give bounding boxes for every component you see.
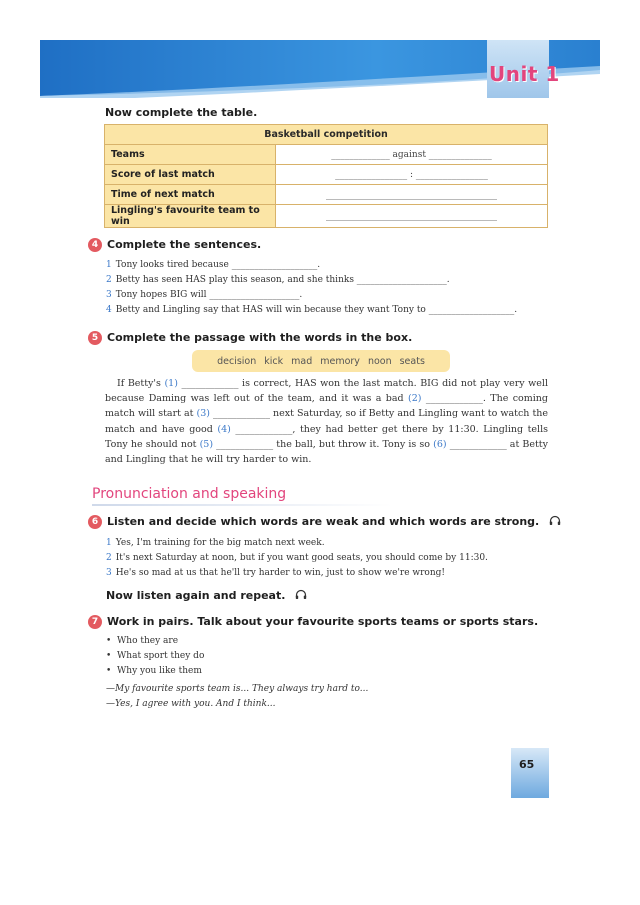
row-blank[interactable]: ______________________________________: [276, 205, 548, 228]
row-blank[interactable]: ______________________________________: [276, 185, 548, 205]
word: kick: [264, 355, 284, 367]
row-blank[interactable]: ________________ : ________________: [276, 165, 548, 185]
table-row: [105, 185, 548, 205]
exercise-number-badge: 7: [88, 615, 102, 629]
bullet-item: • Why you like them: [106, 666, 202, 676]
listen-again-instruction: Now listen again and repeat.: [106, 589, 307, 603]
unit-label: Unit 1: [489, 62, 560, 86]
table-row: [105, 145, 548, 165]
page-number-tab: [511, 748, 549, 798]
word: seats: [399, 355, 425, 367]
row-label: Lingling's favourite team to win: [105, 205, 276, 228]
row-blank[interactable]: _____________ against ______________: [276, 145, 548, 165]
section-divider: [92, 504, 392, 506]
row-label: Time of next match: [105, 185, 276, 205]
word: decision: [217, 355, 257, 367]
exercise-5-heading: [88, 331, 412, 345]
exercise-4-heading: [88, 238, 261, 252]
row-label: Score of last match: [105, 165, 276, 185]
exercise-number-badge: 4: [88, 238, 102, 252]
list-item: 1 Tony looks tired because ___________________.: [106, 260, 321, 270]
exercise-title: Complete the passage with the words in the box.: [107, 331, 413, 344]
exercise-number-badge: 5: [88, 331, 102, 345]
section-title: Pronunciation and speaking: [92, 486, 287, 502]
word-box: [192, 350, 450, 372]
exercise-title: Complete the sentences.: [107, 238, 262, 251]
list-item: 1 Yes, I'm training for the big match next week.: [106, 538, 325, 548]
exercise-number-badge: 6: [88, 515, 102, 529]
table-row: [105, 165, 548, 185]
list-item: 4 Betty and Lingling say that HAS will win because they want Tony to ___________________.: [106, 305, 518, 315]
table-instruction: Now complete the table.: [105, 106, 258, 119]
list-item: 3 He's so mad at us that he'll try harder to win, just to show we're wrong!: [106, 568, 446, 578]
bullet-item: • What sport they do: [106, 651, 205, 661]
exercise-6-heading: [88, 515, 561, 529]
row-label: Teams: [105, 145, 276, 165]
word: memory: [320, 355, 360, 367]
exercise-title: Listen and decide which words are weak and which words are strong.: [107, 515, 540, 528]
table-title: Basketball competition: [105, 125, 548, 145]
table-row: [105, 205, 548, 228]
exercise-7-heading: [88, 615, 538, 629]
competition-table: [104, 124, 548, 228]
list-item: 2 Betty has seen HAS play this season, and she thinks ____________________.: [106, 275, 450, 285]
dialog-line: —Yes, I agree with you. And I think...: [106, 699, 276, 709]
dialog-line: —My favourite sports team is... They always try hard to...: [106, 684, 369, 694]
passage: If Betty's (1) ____________ is correct, HAS won the last match. BIG did not play very well because Daming was left out of the team, and it was a bad (2) ____________. The coming match will start at (3) ____________ next Saturday, so if Betty and Lingling want to watch the match and have good (4) ____________, they had better get there by 11:30. Lingling tells Tony he should not (5) ____________ the ball, but throw it. Tony is so (6) ____________ at Betty and Lingling that he will try harder to win.: [105, 378, 549, 466]
headphones-icon[interactable]: [549, 515, 561, 529]
list-item: 3 Tony hopes BIG will ____________________.: [106, 290, 303, 300]
word: noon: [367, 355, 392, 367]
headphones-icon[interactable]: [295, 589, 307, 603]
list-item: 2 It's next Saturday at noon, but if you want good seats, you should come by 11:30.: [106, 553, 488, 563]
exercise-title: Work in pairs. Talk about your favourite sports teams or sports stars.: [107, 615, 539, 628]
word: mad: [291, 355, 313, 367]
bullet-item: • Who they are: [106, 636, 179, 646]
page-number: 65: [519, 758, 535, 771]
